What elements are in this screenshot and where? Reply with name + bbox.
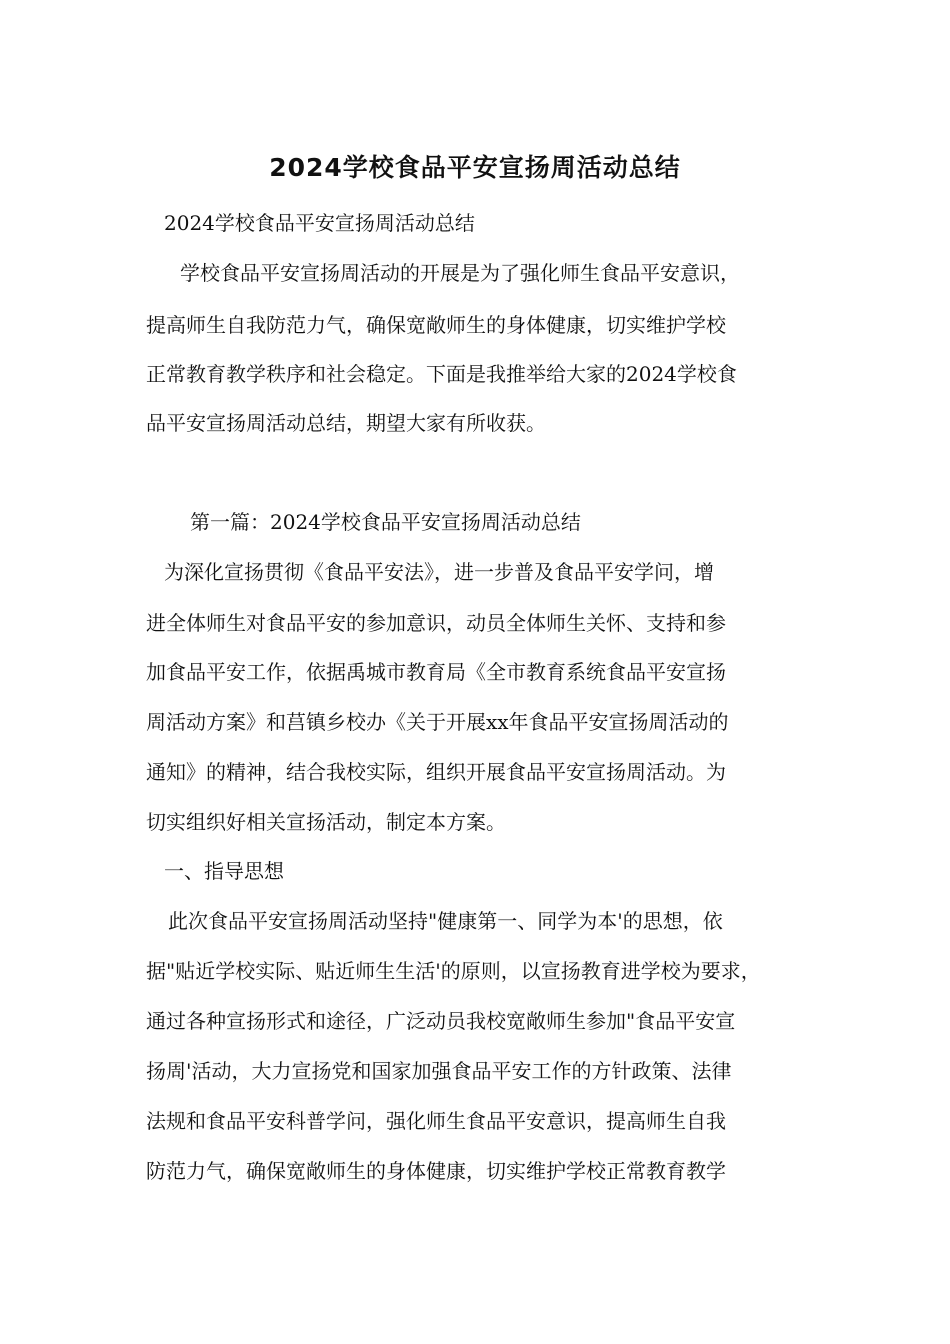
paragraph-line: 据"贴近学校实际、贴近师生生活'的原则，以宣扬教育进学校为要求， [146,959,761,983]
paragraph-line: 品平安宣扬周活动总结，期望大家有所收获。 [146,411,546,435]
subtitle-line: 2024学校食品平安宣扬周活动总结 [164,211,475,235]
paragraph-line: 防范力气，确保宽敞师生的身体健康，切实维护学校正常教育教学 [146,1159,726,1183]
paragraph-line: 加食品平安工作，依据禹城市教育局《全市教育系统食品平安宣扬 [146,660,726,684]
section-heading: 一、指导思想 [164,859,284,883]
paragraph-line: 提高师生自我防范力气，确保宽敞师生的身体健康，切实维护学校 [146,313,726,337]
paragraph-line: 进全体师生对食品平安的参加意识，动员全体师生关怀、支持和参 [146,611,726,635]
paragraph-line: 此次食品平安宣扬周活动坚持"健康第一、同学为本'的思想，依 [168,909,723,933]
paragraph-line: 扬周'活动，大力宣扬党和国家加强食品平安工作的方针政策、法律 [146,1059,732,1083]
document-title: 2024学校食品平安宣扬周活动总结 [269,153,681,182]
paragraph-line: 正常教育教学秩序和社会稳定。下面是我推举给大家的2024学校食 [146,362,737,386]
paragraph-line: 法规和食品平安科普学问，强化师生食品平安意识，提高师生自我 [146,1109,726,1133]
section-heading: 第一篇：2024学校食品平安宣扬周活动总结 [190,510,581,534]
paragraph-line: 学校食品平安宣扬周活动的开展是为了强化师生食品平安意识， [180,261,740,285]
paragraph-line: 通过各种宣扬形式和途径，广泛动员我校宽敞师生参加"食品平安宣 [146,1009,736,1033]
paragraph-line: 通知》的精神，结合我校实际，组织开展食品平安宣扬周活动。为 [146,760,726,784]
paragraph-line: 为深化宣扬贯彻《食品平安法》，进一步普及食品平安学问，增 [164,560,714,584]
paragraph-line: 切实组织好相关宣扬活动，制定本方案。 [146,810,506,834]
paragraph-line: 周活动方案》和莒镇乡校办《关于开展xx年食品平安宣扬周活动的 [146,710,729,734]
